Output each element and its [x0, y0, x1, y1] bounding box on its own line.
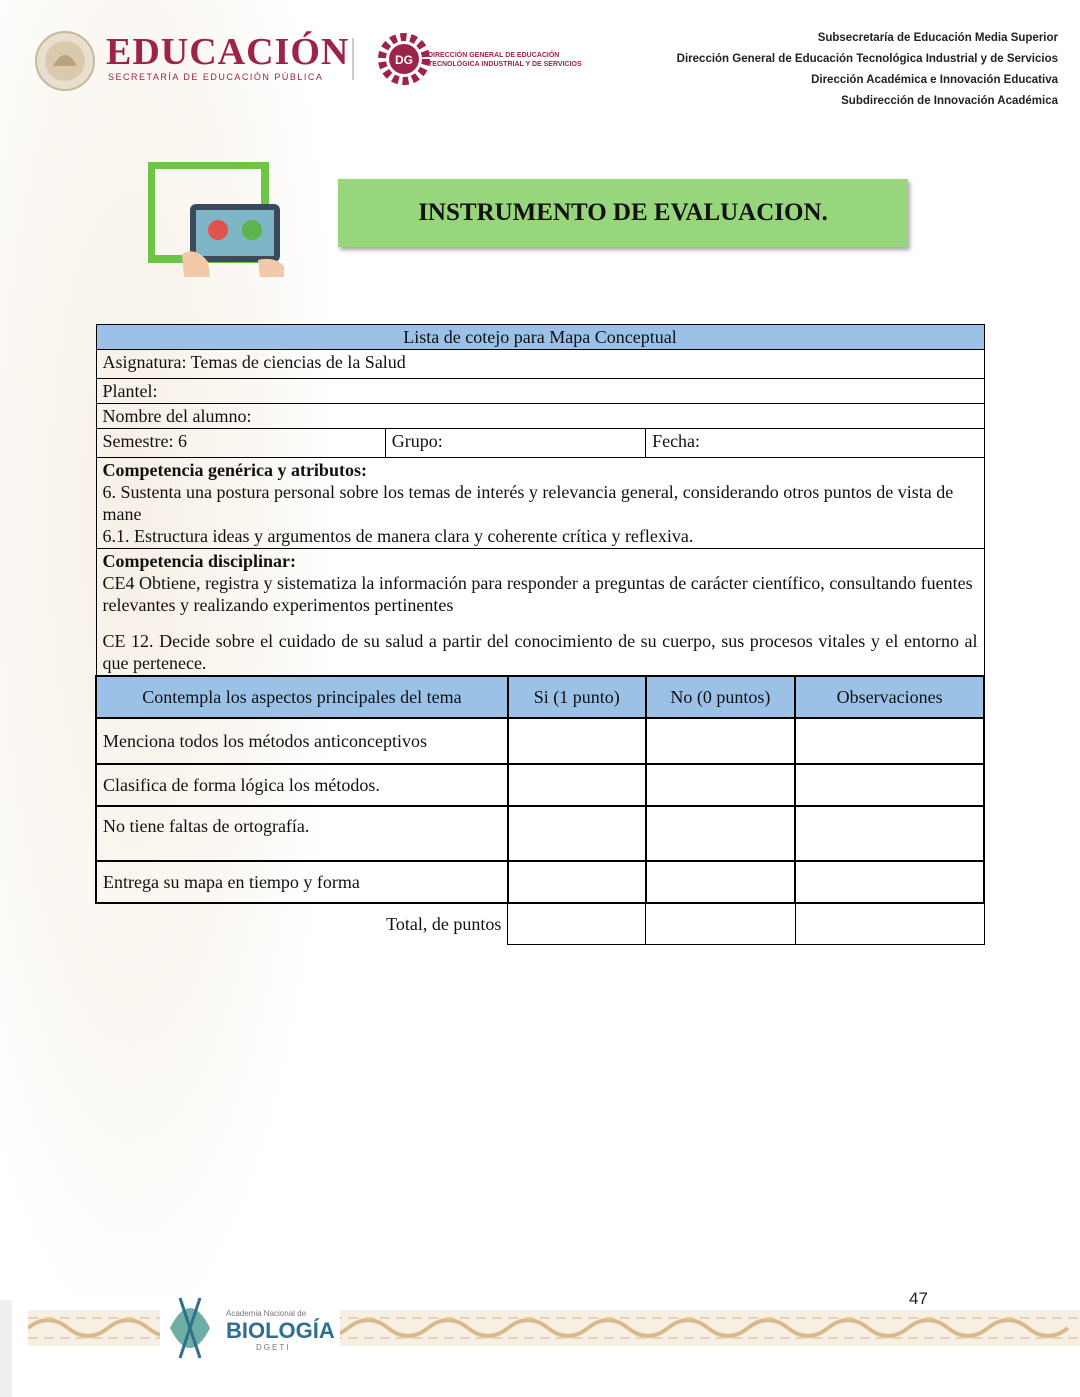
criterion-3: No tiene faltas de ortografía. — [96, 806, 508, 861]
title-banner — [338, 179, 908, 247]
criterion-2-no[interactable] — [646, 764, 796, 806]
asignatura-row: Asignatura: Temas de ciencias de la Salud — [96, 350, 984, 379]
education-title: EDUCACIÓN — [106, 31, 350, 73]
total-observaciones[interactable] — [795, 903, 984, 945]
total-si[interactable] — [508, 903, 646, 945]
criterion-1-observaciones[interactable] — [795, 718, 984, 764]
criterion-1: Menciona todos los métodos anticonceptivos — [96, 718, 508, 764]
header-line-4: Subdirección de Innovación Académica — [841, 95, 1058, 107]
total-label: Total, de puntos — [386, 914, 502, 935]
criterion-4-observaciones[interactable] — [795, 861, 984, 903]
criterion-1-si[interactable] — [508, 718, 646, 764]
criterion-2-observaciones[interactable] — [795, 764, 984, 806]
competencia-disciplinar-text-2: CE 12. Decide sobre el cuidado de su salud a partir del conocimiento de su cuerpo, sus procesos vitales y el entorno al que pertenece. — [102, 631, 978, 673]
column-header-no: No (0 puntos) — [646, 676, 796, 718]
criterion-3-no[interactable] — [646, 806, 796, 861]
page-title: INSTRUMENTO DE EVALUACION. — [418, 199, 828, 226]
grupo-cell: Grupo: — [385, 429, 645, 458]
header-line-1: Subsecretaría de Educación Media Superior — [817, 32, 1058, 44]
competencia-generica-text-2: 6.1. Estructura ideas y argumentos de manera clara y coherente crítica y reflexiva. — [102, 526, 694, 546]
education-subtitle: SECRETARÍA DE EDUCACIÓN PÚBLICA — [108, 72, 324, 82]
biologia-small-text: Academia Nacional de — [226, 1309, 307, 1318]
svg-text:DG: DG — [395, 53, 413, 67]
criterion-1-no[interactable] — [646, 718, 796, 764]
competencia-disciplinar-label: Competencia disciplinar: — [102, 551, 296, 571]
dgeti-line-2: TECNOLÓGICA INDUSTRIAL Y DE SERVICIOS — [428, 61, 582, 68]
fecha-cell: Fecha: — [646, 429, 984, 458]
criterion-3-observaciones[interactable] — [795, 806, 984, 861]
column-header-observaciones: Observaciones — [795, 676, 984, 718]
header-line-3: Dirección Académica e Innovación Educativa — [811, 74, 1058, 86]
logo-separator — [352, 38, 354, 80]
competencia-generica-label: Competencia genérica y atributos: — [102, 460, 367, 480]
criterion-4-no[interactable] — [646, 861, 796, 903]
biologia-title: BIOLOGÍA — [226, 1318, 335, 1343]
plantel-row: Plantel: — [96, 379, 984, 404]
competencia-generica-text-1: 6. Sustenta una postura personal sobre los temas de interés y relevancia general, considerando otros puntos de vista de mane — [102, 482, 954, 524]
header-line-2: Dirección General de Educación Tecnológica Industrial y de Servicios — [676, 53, 1058, 65]
semestre-cell: Semestre: 6 — [96, 429, 385, 458]
biologia-subtitle: DGETI — [256, 1343, 291, 1352]
column-header-aspectos: Contempla los aspectos principales del tema — [96, 676, 508, 718]
criterion-4: Entrega su mapa en tiempo y forma — [96, 861, 508, 903]
competencia-disciplinar — [96, 549, 984, 677]
nombre-row: Nombre del alumno: — [96, 404, 984, 429]
biologia-logo — [160, 1278, 340, 1378]
competencia-generica — [96, 458, 984, 549]
dgeti-line-1: DIRECCIÓN GENERAL DE EDUCACIÓN — [428, 52, 560, 59]
mexico-seal-icon — [33, 30, 97, 92]
criterion-2: Clasifica de forma lógica los métodos. — [96, 764, 508, 806]
header-institution-lines — [677, 28, 1058, 112]
competencia-disciplinar-text-1: CE4 Obtiene, registra y sistematiza la información para responder a preguntas de carácter científico, consultando fuentes relevantes y realizando experimentos pertinentes — [102, 573, 973, 615]
dgeti-gear-icon — [378, 30, 430, 88]
tablet-evaluation-icon — [148, 162, 286, 277]
table-heading: Lista de cotejo para Mapa Conceptual — [96, 325, 984, 350]
criterion-4-si[interactable] — [508, 861, 646, 903]
page-number: 47 — [909, 1289, 928, 1308]
checklist-table — [95, 324, 985, 945]
total-no[interactable] — [646, 903, 796, 945]
criterion-2-si[interactable] — [508, 764, 646, 806]
column-header-si: Si (1 punto) — [508, 676, 646, 718]
criterion-3-si[interactable] — [508, 806, 646, 861]
dgeti-text — [428, 51, 608, 69]
